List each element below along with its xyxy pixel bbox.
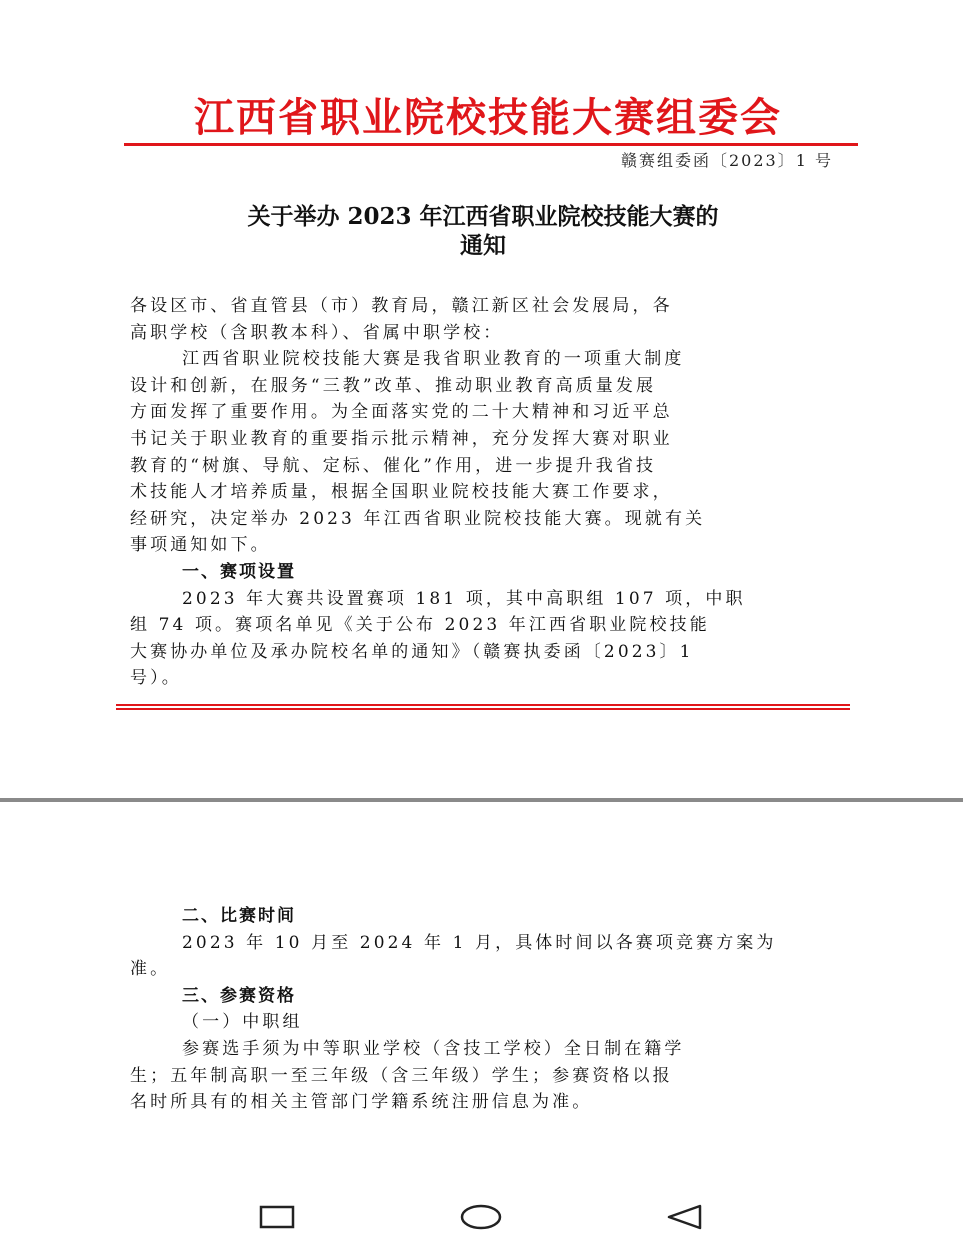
page2-body [130,903,832,1116]
back-button[interactable] [660,1202,710,1232]
back-icon [660,1202,710,1232]
document-number: 赣赛组委函〔2023〕1 号 [621,151,833,170]
paragraph-line: 方面发挥了重要作用。为全面落实党的二十大精神和习近平总 [130,402,673,423]
masthead-red-rule [124,143,858,146]
paragraph-line: 生；五年制高职一至三年级（含三年级）学生；参赛资格以报 [130,1065,673,1086]
paragraph-line: 各设区市、省直管县（市）教育局，赣江新区社会发展局，各 [130,296,673,316]
paragraph-line: 事项通知如下。 [130,535,271,556]
home-icon [456,1202,506,1232]
paragraph-line: 2023 年 10 月至 2024 年 1 月，具体时间以各赛项竞赛方案为 [182,932,777,953]
paragraph-line: 教育的“树旗、导航、定标、催化”作用，进一步提升我省技 [130,455,657,476]
paragraph-line: 大赛协办单位及承办院校名单的通知》（赣赛执委函〔2023〕1 [130,641,694,662]
paragraph-line: 名时所具有的相关主管部门学籍系统注册信息为准。 [130,1092,593,1113]
recent-apps-icon [252,1202,302,1232]
footer-red-rule [116,708,850,710]
paragraph-line: （一）中职组 [182,1012,303,1033]
home-button[interactable] [456,1202,506,1232]
footer-red-rule [116,704,850,706]
section-heading: 二、比赛时间 [182,906,296,926]
android-navigation-bar [0,1180,963,1249]
section-heading: 一、赛项设置 [182,561,296,582]
paragraph-line: 号）。 [130,668,182,689]
notice-title [118,202,848,260]
notice-title-line: 通知 [460,232,506,259]
paragraph-line: 书记关于职业教育的重要指示批示精神，充分发挥大赛对职业 [130,428,673,449]
notice-title-line: 关于举办 2023 年江西省职业院校技能大赛的 [247,203,719,230]
section-heading: 三、参赛资格 [182,985,296,1006]
paragraph-line: 术技能人才培养质量，根据全国职业院校技能大赛工作要求， [130,482,673,503]
paragraph-line: 经研究，决定举办 2023 年江西省职业院校技能大赛。现就有关 [130,508,706,529]
masthead-title: 江西省职业院校技能大赛组委会 [194,95,782,141]
paragraph-line: 准。 [130,959,171,980]
paragraph-line: 参赛选手须为中等职业学校（含技工学校）全日制在籍学 [182,1038,685,1059]
paragraph-line: 组 74 项。赛项名单见《关于公布 2023 年江西省职业院校技能 [130,615,710,636]
paragraph-line: 设计和创新，在服务“三教”改革、推动职业教育高质量发展 [130,375,657,396]
paragraph-line: 2023 年大赛共设置赛项 181 项，其中高职组 107 项，中职 [182,588,746,609]
page1-body [130,293,832,692]
recent-apps-button[interactable] [252,1202,302,1232]
paragraph-line: 高职学校（含职教本科）、省属中职学校： [130,322,504,343]
paragraph-line: 江西省职业院校技能大赛是我省职业教育的一项重大制度 [182,349,685,370]
